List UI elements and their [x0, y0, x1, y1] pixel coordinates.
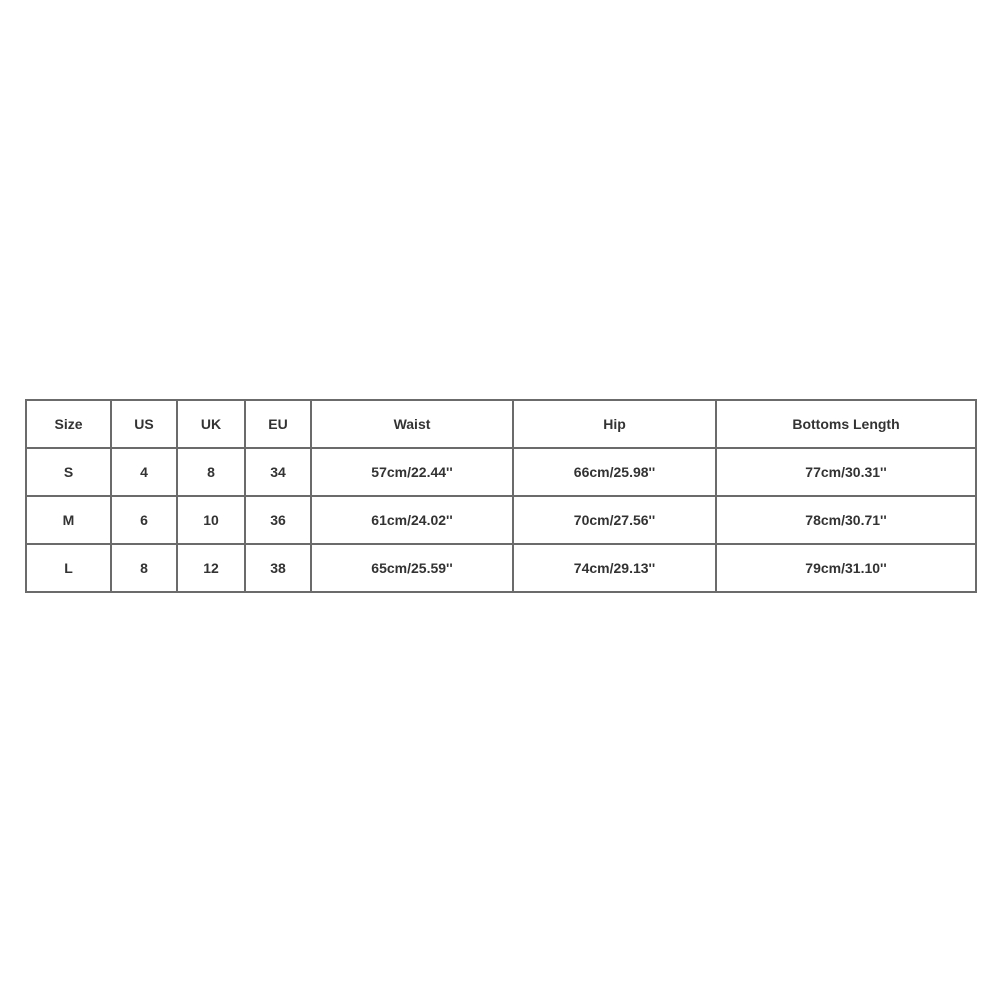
cell-eu: 38 [245, 544, 311, 592]
header-row [26, 400, 976, 448]
cell-us: 4 [111, 448, 177, 496]
table-row [26, 544, 976, 592]
cell-size: M [26, 496, 111, 544]
header-waist: Waist [311, 400, 513, 448]
header-hip: Hip [513, 400, 716, 448]
header-size: Size [26, 400, 111, 448]
cell-bottoms-length: 78cm/30.71'' [716, 496, 976, 544]
header-uk: UK [177, 400, 245, 448]
table-row [26, 448, 976, 496]
cell-hip: 66cm/25.98'' [513, 448, 716, 496]
cell-eu: 34 [245, 448, 311, 496]
header-eu: EU [245, 400, 311, 448]
cell-size: S [26, 448, 111, 496]
cell-us: 6 [111, 496, 177, 544]
cell-uk: 8 [177, 448, 245, 496]
cell-size: L [26, 544, 111, 592]
cell-waist: 65cm/25.59'' [311, 544, 513, 592]
cell-waist: 61cm/24.02'' [311, 496, 513, 544]
cell-waist: 57cm/22.44'' [311, 448, 513, 496]
cell-eu: 36 [245, 496, 311, 544]
size-chart-table [25, 399, 977, 593]
cell-bottoms-length: 77cm/30.31'' [716, 448, 976, 496]
header-us: US [111, 400, 177, 448]
cell-us: 8 [111, 544, 177, 592]
cell-hip: 70cm/27.56'' [513, 496, 716, 544]
table-row [26, 496, 976, 544]
cell-uk: 12 [177, 544, 245, 592]
cell-bottoms-length: 79cm/31.10'' [716, 544, 976, 592]
cell-uk: 10 [177, 496, 245, 544]
cell-hip: 74cm/29.13'' [513, 544, 716, 592]
header-bottoms-length: Bottoms Length [716, 400, 976, 448]
